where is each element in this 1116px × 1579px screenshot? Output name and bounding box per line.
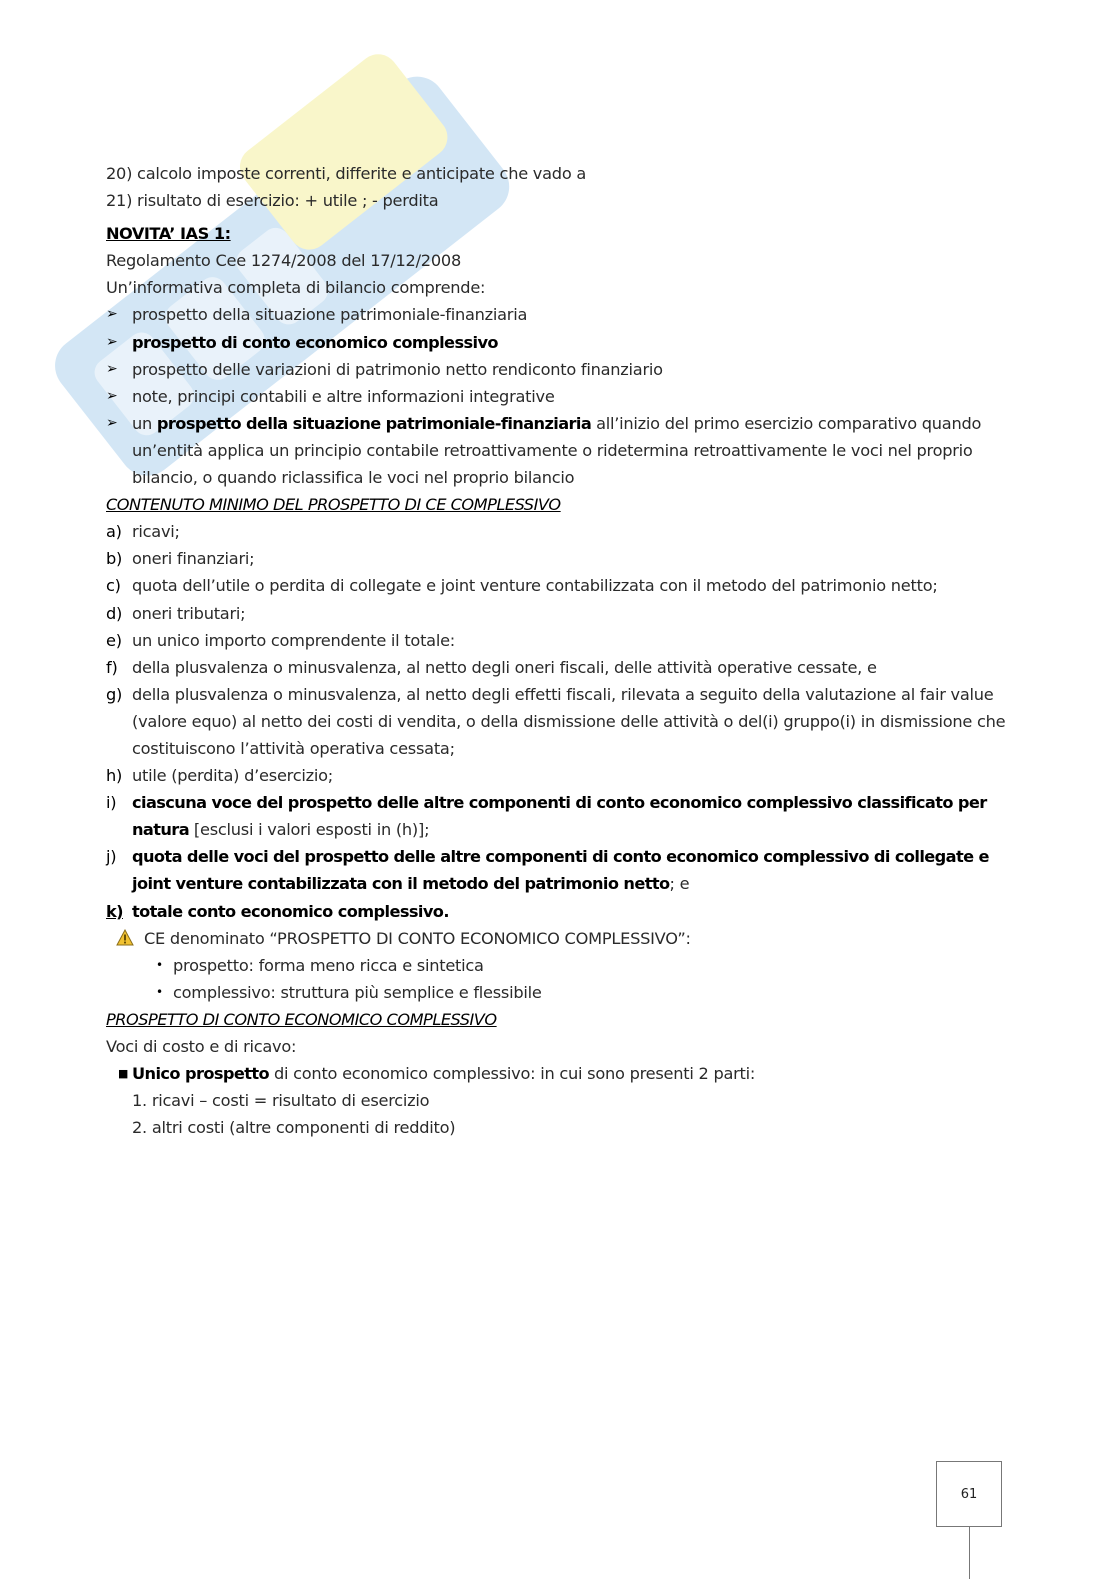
numbered-item-1: 1. ricavi – costi = risultato di esercizio <box>132 1091 430 1111</box>
warning-icon <box>116 925 144 952</box>
square-bullet-icon: ■ <box>118 1067 129 1081</box>
arrow-bullet-icon: ➢ <box>106 306 118 323</box>
contenuto-heading: CONTENUTO MINIMO DEL PROSPETTO DI CE COMPLESSIVO <box>106 495 561 515</box>
regolamento-line: Regolamento Cee 1274/2008 del 17/12/2008 <box>106 251 461 271</box>
arrow-bullet-icon: ➢ <box>106 333 118 350</box>
sub-bullet-item: • prospetto: forma meno ricca e sintetica <box>106 952 1011 979</box>
page-number-line <box>969 1526 970 1579</box>
list-item-f: f) della plusvalenza o minusvalenza, al netto degli oneri fiscali, delle attività operative cessate, e <box>106 657 877 677</box>
list-item-k: k) totale conto economico complessivo. <box>106 901 449 921</box>
list-item-b: b) oneri finanziari; <box>106 549 255 569</box>
arrow-bullet-icon: ➢ <box>106 360 118 377</box>
list-item: ➢ un prospetto della situazione patrimoniale-finanziaria all’inizio del primo esercizio comparativo quando un’entità applica un principio contabile retroattivamente o ridetermina retroattivamente le voci nel proprio bilancio, o quando riclassifica le voci nel proprio bilancio <box>106 410 1011 491</box>
list-item-a: a) ricavi; <box>106 522 180 542</box>
novita-heading: NOVITA’ IAS 1: <box>106 224 231 244</box>
page-number: 61 <box>936 1461 1002 1527</box>
dot-bullet-icon: • <box>156 984 163 999</box>
warning-note: CE denominato “PROSPETTO DI CONTO ECONOMICO COMPLESSIVO”: <box>106 925 1011 952</box>
list-item-j: j) quota delle voci del prospetto delle altre componenti di conto economico complessivo di collegate e joint venture contabilizzata con il metodo del patrimonio netto; e <box>106 847 989 894</box>
document-page <box>106 160 1011 1141</box>
prospetto-heading: PROSPETTO DI CONTO ECONOMICO COMPLESSIVO <box>106 1009 497 1029</box>
list-line-21: 21) risultato di esercizio: + utile ; - perdita <box>106 191 439 211</box>
list-item-d: d) oneri tributari; <box>106 603 246 623</box>
list-item-e: e) un unico importo comprendente il totale: <box>106 630 456 650</box>
arrow-bullet-icon: ➢ <box>106 414 118 431</box>
numbered-item-2: 2. altri costi (altre componenti di reddito) <box>132 1118 456 1138</box>
list-line-20: 20) calcolo imposte correnti, differite e anticipate che vado a <box>106 164 587 183</box>
square-bullet-item: ■ Unico prospetto di conto economico complessivo: in cui sono presenti 2 parti: <box>106 1060 1011 1087</box>
list-item: ➢ prospetto della situazione patrimoniale-finanziaria <box>106 301 1011 328</box>
intro-line: Un’informativa completa di bilancio comprende: <box>106 278 486 298</box>
list-item: ➢ prospetto delle variazioni di patrimonio netto rendiconto finanziario <box>106 356 1011 383</box>
list-item-c: c) quota dell’utile o perdita di collegate e joint venture contabilizzata con il metodo del patrimonio netto; <box>106 576 938 596</box>
dot-bullet-icon: • <box>156 957 163 972</box>
list-item-i: i) ciascuna voce del prospetto delle altre componenti di conto economico complessivo classificato per natura [esclusi i valori esposti in (h)]; <box>106 793 987 840</box>
list-item-g: g) della plusvalenza o minusvalenza, al netto degli effetti fiscali, rilevata a seguito della valutazione al fair value (valore equo) al netto dei costi di vendita, o della dismissione delle attività o del(i) gruppo(i) in dismissione che costituiscono l’attività operativa cessata; <box>106 684 1006 758</box>
list-item: ➢ note, principi contabili e altre informazioni integrative <box>106 383 1011 410</box>
sub-bullet-item: • complessivo: struttura più semplice e flessibile <box>106 979 1011 1006</box>
arrow-bullet-icon: ➢ <box>106 387 118 404</box>
list-item: ➢ prospetto di conto economico complessivo <box>106 329 1011 356</box>
voci-line: Voci di costo e di ricavo: <box>106 1037 297 1056</box>
list-item-h: h) utile (perdita) d’esercizio; <box>106 766 333 786</box>
